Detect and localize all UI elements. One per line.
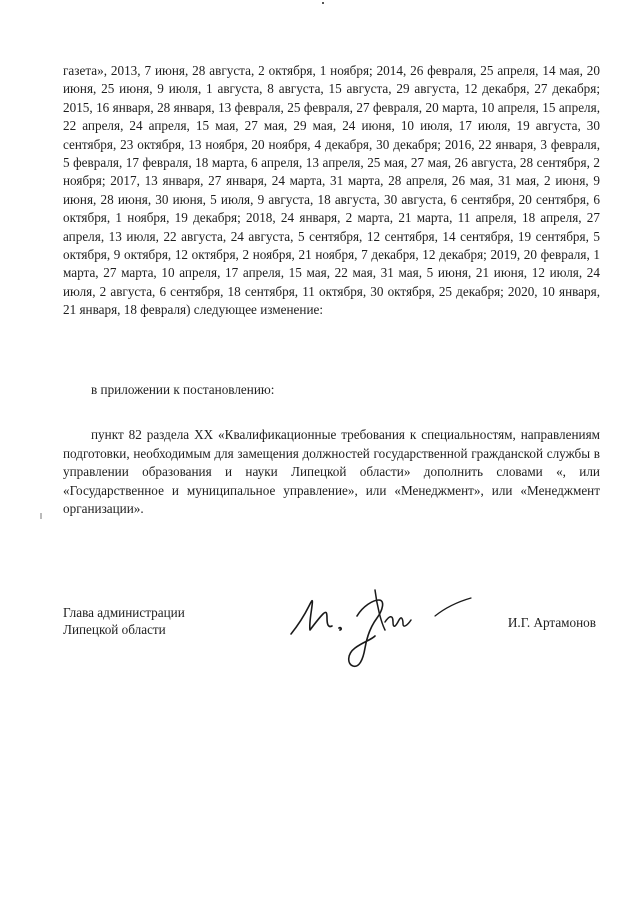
paragraph-annex-reference: в приложении к постановлению: <box>91 382 275 397</box>
paragraph-amendment-history: газета», 2013, 7 июня, 28 августа, 2 октября, 1 ноября; 2014, 26 февраля, 25 апреля, 14 мая, 20 июня, 25 июня, 9 июля, 1 августа, 8 августа, 15 августа, 29 августа, 12 декабря, 27 декабря; 2015, 16 января, 28 января, 13 февраля, 25 февраля, 27 февраля, 20 марта, 10 апреля, 15 апреля, 22 апреля, 24 апреля, 15 мая, 27 мая, 29 мая, 24 июня, 10 июля, 17 июля, 19 августа, 30 сентября, 23 октября, 13 ноября, 20 ноября, 4 декабря, 30 декабря; 2016, 22 января, 3 февраля, 5 февраля, 17 февраля, 18 марта, 6 апреля, 13 апреля, 25 мая, 27 мая, 26 августа, 28 сентября, 2 ноября; 2017, 13 января, 27 января, 24 марта, 31 марта, 28 апреля, 26 мая, 31 мая, 2 июня, 9 июня, 28 июня, 30 июня, 5 июля, 9 августа, 18 августа, 30 августа, 6 сентября, 20 сентября, 6 октября, 1 ноября, 19 декабря; 2018, 24 января, 2 марта, 21 марта, 11 апреля, 18 апреля, 27 апреля, 13 июля, 22 августа, 24 августа, 5 сентября, 12 сентября, 14 сентября, 19 сентября, 5 октября, 9 октября, 12 октября, 2 ноября, 21 ноября, 7 декабря, 12 декабря; 2019, 20 февраля, 1 марта, 27 марта, 10 апреля, 17 апреля, 15 мая, 22 мая, 31 мая, 5 июня, 21 июня, 12 июля, 24 июля, 2 августа, 6 сентября, 18 сентября, 11 октября, 30 октября, 25 декабря; 2020, 10 января, 21 января, 18 февраля) следующее изменение: <box>63 63 600 318</box>
scan-speck <box>322 2 324 4</box>
handwritten-signature <box>285 570 475 680</box>
paragraph-clause-82: пункт 82 раздела XX «Квалификационные требования к специальностям, направлениям подготовки, необходимым для замещения должностей государственной гражданской службы в управлении образования и науки Липецкой области» дополнить словами «, или «Государственное и муниципальное управление», или «Менеджмент», или «Менеджмент организации». <box>63 427 600 517</box>
signature-block <box>63 600 600 710</box>
position-line-1: Глава администрации <box>63 605 185 620</box>
position-line-2: Липецкой области <box>63 622 166 637</box>
official-position <box>63 604 185 638</box>
margin-mark <box>40 513 42 519</box>
signatory-name: И.Г. Артамонов <box>507 615 596 630</box>
